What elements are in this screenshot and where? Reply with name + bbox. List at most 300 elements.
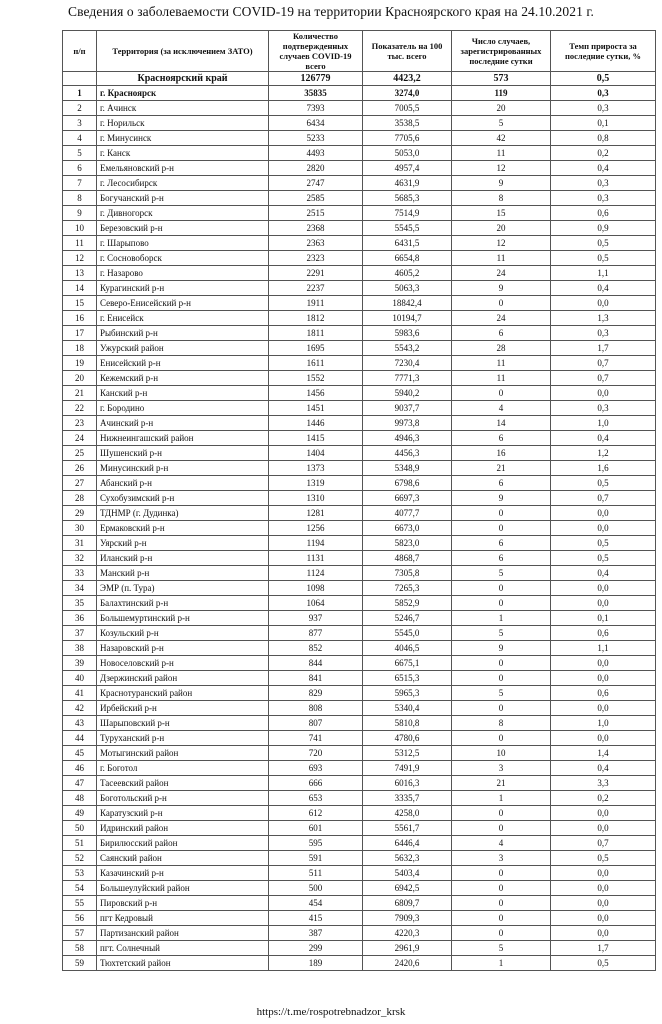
page-title: Сведения о заболеваемости COVID-19 на территории Красноярского края на 24.10.2021 г.	[67, 4, 595, 19]
table-row	[63, 626, 656, 641]
cases-total: 852	[269, 641, 363, 656]
cases-total: 653	[269, 791, 363, 806]
growth-rate: 0,0	[551, 866, 656, 881]
daily-cases: 0	[452, 506, 551, 521]
cases-total: 2515	[269, 206, 363, 221]
rate-per-100k: 6446,4	[363, 836, 452, 851]
daily-cases: 9	[452, 281, 551, 296]
territory-name: г. Красноярск	[97, 86, 269, 101]
row-number: 12	[63, 251, 97, 266]
daily-cases: 5	[452, 116, 551, 131]
row-number: 48	[63, 791, 97, 806]
row-number: 53	[63, 866, 97, 881]
header-growth: Темп прироста за последние сутки, %	[551, 31, 656, 72]
table-row	[63, 671, 656, 686]
cases-total: 877	[269, 626, 363, 641]
cases-total: 6434	[269, 116, 363, 131]
rate-per-100k: 6431,5	[363, 236, 452, 251]
territory-name: Большеулуйский район	[97, 881, 269, 896]
growth-rate: 0,7	[551, 356, 656, 371]
table-row	[63, 581, 656, 596]
rate-per-100k: 6798,6	[363, 476, 452, 491]
summary-row	[63, 72, 656, 86]
territory-name: Тасеевский район	[97, 776, 269, 791]
daily-cases: 5	[452, 941, 551, 956]
row-number: 19	[63, 356, 97, 371]
row-number: 25	[63, 446, 97, 461]
growth-rate: 1,1	[551, 641, 656, 656]
cases-total: 937	[269, 611, 363, 626]
rate-per-100k: 6016,3	[363, 776, 452, 791]
territory-name: Минусинский р-н	[97, 461, 269, 476]
cases-total: 1451	[269, 401, 363, 416]
daily-cases: 0	[452, 386, 551, 401]
daily-cases: 21	[452, 461, 551, 476]
cases-total: 1194	[269, 536, 363, 551]
growth-rate: 0,8	[551, 131, 656, 146]
rate-per-100k: 5810,8	[363, 716, 452, 731]
daily-cases: 0	[452, 596, 551, 611]
territory-name: Тюхтетский район	[97, 956, 269, 971]
territory-name: Кежемский р-н	[97, 371, 269, 386]
rate-per-100k: 7705,6	[363, 131, 452, 146]
cases-total: 2237	[269, 281, 363, 296]
territory-name: Ужурский район	[97, 341, 269, 356]
cases-total: 2363	[269, 236, 363, 251]
growth-rate: 0,4	[551, 761, 656, 776]
row-number: 22	[63, 401, 97, 416]
daily-cases: 0	[452, 881, 551, 896]
row-number: 37	[63, 626, 97, 641]
rate-per-100k: 5983,6	[363, 326, 452, 341]
table-row	[63, 101, 656, 116]
growth-rate: 0,4	[551, 281, 656, 296]
table-row	[63, 866, 656, 881]
rate-per-100k: 5063,3	[363, 281, 452, 296]
table-row	[63, 431, 656, 446]
rate-per-100k: 5965,3	[363, 686, 452, 701]
row-number: 20	[63, 371, 97, 386]
cases-total: 741	[269, 731, 363, 746]
row-number: 9	[63, 206, 97, 221]
daily-cases: 1	[452, 791, 551, 806]
growth-rate: 0,5	[551, 251, 656, 266]
cases-total: 454	[269, 896, 363, 911]
territory-name: г. Ачинск	[97, 101, 269, 116]
cases-total: 1373	[269, 461, 363, 476]
cases-total: 1812	[269, 311, 363, 326]
daily-cases: 0	[452, 866, 551, 881]
territory-name: г. Сосновоборск	[97, 251, 269, 266]
growth-rate: 0,4	[551, 431, 656, 446]
rate-per-100k: 10194,7	[363, 311, 452, 326]
daily-cases: 4	[452, 836, 551, 851]
territory-name: Боготольский р-н	[97, 791, 269, 806]
territory-name: Северо-Енисейский р-н	[97, 296, 269, 311]
growth-rate: 0,0	[551, 386, 656, 401]
covid-stats-table	[62, 30, 656, 971]
rate-per-100k: 5403,4	[363, 866, 452, 881]
growth-rate: 0,6	[551, 686, 656, 701]
growth-rate: 1,6	[551, 461, 656, 476]
rate-per-100k: 3274,0	[363, 86, 452, 101]
growth-rate: 1,0	[551, 416, 656, 431]
territory-name: Абанский р-н	[97, 476, 269, 491]
row-number: 14	[63, 281, 97, 296]
cases-total: 1310	[269, 491, 363, 506]
row-number: 28	[63, 491, 97, 506]
territory-name: Рыбинский р-н	[97, 326, 269, 341]
cases-total: 189	[269, 956, 363, 971]
daily-cases: 0	[452, 581, 551, 596]
summary-cases: 126779	[269, 72, 363, 86]
daily-cases: 0	[452, 701, 551, 716]
rate-per-100k: 4258,0	[363, 806, 452, 821]
rate-per-100k: 5823,0	[363, 536, 452, 551]
row-number: 54	[63, 881, 97, 896]
table-row	[63, 881, 656, 896]
growth-rate: 0,5	[551, 851, 656, 866]
row-number: 5	[63, 146, 97, 161]
row-number: 21	[63, 386, 97, 401]
rate-per-100k: 5545,5	[363, 221, 452, 236]
territory-name: Краснотуранский район	[97, 686, 269, 701]
rate-per-100k: 7005,5	[363, 101, 452, 116]
table-row	[63, 836, 656, 851]
table-row	[63, 506, 656, 521]
territory-name: г. Бородино	[97, 401, 269, 416]
cases-total: 500	[269, 881, 363, 896]
table-row	[63, 956, 656, 971]
row-number: 8	[63, 191, 97, 206]
cases-total: 1415	[269, 431, 363, 446]
cases-total: 1124	[269, 566, 363, 581]
territory-name: Емельяновский р-н	[97, 161, 269, 176]
table-row	[63, 611, 656, 626]
row-number: 41	[63, 686, 97, 701]
territory-name: Богучанский р-н	[97, 191, 269, 206]
daily-cases: 20	[452, 221, 551, 236]
territory-name: ТДНМР (г. Дудинка)	[97, 506, 269, 521]
growth-rate: 0,0	[551, 506, 656, 521]
daily-cases: 9	[452, 176, 551, 191]
table-row	[63, 176, 656, 191]
header-num: п/п	[63, 31, 97, 72]
territory-name: Березовский р-н	[97, 221, 269, 236]
growth-rate: 0,3	[551, 101, 656, 116]
rate-per-100k: 4957,4	[363, 161, 452, 176]
rate-per-100k: 7305,8	[363, 566, 452, 581]
growth-rate: 0,0	[551, 581, 656, 596]
territory-name: Ирбейский р-н	[97, 701, 269, 716]
rate-per-100k: 5545,0	[363, 626, 452, 641]
territory-name: Бирилюсский район	[97, 836, 269, 851]
cases-total: 2585	[269, 191, 363, 206]
growth-rate: 0,7	[551, 491, 656, 506]
table-row	[63, 146, 656, 161]
row-number: 42	[63, 701, 97, 716]
row-number: 51	[63, 836, 97, 851]
rate-per-100k: 5561,7	[363, 821, 452, 836]
growth-rate: 1,0	[551, 716, 656, 731]
table-row	[63, 806, 656, 821]
daily-cases: 6	[452, 431, 551, 446]
territory-name: г. Канск	[97, 146, 269, 161]
daily-cases: 11	[452, 251, 551, 266]
row-number: 45	[63, 746, 97, 761]
daily-cases: 16	[452, 446, 551, 461]
cases-total: 1811	[269, 326, 363, 341]
territory-name: ЭМР (п. Тура)	[97, 581, 269, 596]
cases-total: 5233	[269, 131, 363, 146]
cases-total: 1456	[269, 386, 363, 401]
row-number: 6	[63, 161, 97, 176]
daily-cases: 42	[452, 131, 551, 146]
daily-cases: 0	[452, 926, 551, 941]
daily-cases: 11	[452, 371, 551, 386]
daily-cases: 1	[452, 611, 551, 626]
row-number: 38	[63, 641, 97, 656]
growth-rate: 0,0	[551, 821, 656, 836]
territory-name: Козульский р-н	[97, 626, 269, 641]
rate-per-100k: 5312,5	[363, 746, 452, 761]
cases-total: 35835	[269, 86, 363, 101]
territory-name: Мотыгинский район	[97, 746, 269, 761]
cases-total: 2368	[269, 221, 363, 236]
growth-rate: 1,2	[551, 446, 656, 461]
row-number: 52	[63, 851, 97, 866]
rate-per-100k: 5340,4	[363, 701, 452, 716]
territory-name: Енисейский р-н	[97, 356, 269, 371]
row-number: 50	[63, 821, 97, 836]
row-number: 7	[63, 176, 97, 191]
table-row	[63, 761, 656, 776]
territory-name: Иланский р-н	[97, 551, 269, 566]
territory-name: пгт. Солнечный	[97, 941, 269, 956]
rate-per-100k: 4046,5	[363, 641, 452, 656]
cases-total: 601	[269, 821, 363, 836]
row-number: 29	[63, 506, 97, 521]
territory-name: Назаровский р-н	[97, 641, 269, 656]
daily-cases: 6	[452, 536, 551, 551]
growth-rate: 1,4	[551, 746, 656, 761]
cases-total: 1552	[269, 371, 363, 386]
cases-total: 1319	[269, 476, 363, 491]
growth-rate: 0,9	[551, 221, 656, 236]
table-row	[63, 341, 656, 356]
row-number: 24	[63, 431, 97, 446]
growth-rate: 0,4	[551, 566, 656, 581]
daily-cases: 0	[452, 911, 551, 926]
rate-per-100k: 9973,8	[363, 416, 452, 431]
cases-total: 1098	[269, 581, 363, 596]
territory-name: Партизанский район	[97, 926, 269, 941]
territory-name: Идринский район	[97, 821, 269, 836]
cases-total: 1256	[269, 521, 363, 536]
growth-rate: 0,5	[551, 551, 656, 566]
row-number: 46	[63, 761, 97, 776]
growth-rate: 0,3	[551, 191, 656, 206]
growth-rate: 0,5	[551, 956, 656, 971]
table-row	[63, 161, 656, 176]
rate-per-100k: 5246,7	[363, 611, 452, 626]
territory-name: Казачинский р-н	[97, 866, 269, 881]
growth-rate: 0,1	[551, 611, 656, 626]
row-number: 43	[63, 716, 97, 731]
row-number: 57	[63, 926, 97, 941]
row-number: 47	[63, 776, 97, 791]
row-number: 44	[63, 731, 97, 746]
cases-total: 2323	[269, 251, 363, 266]
row-number: 3	[63, 116, 97, 131]
territory-name: пгт Кедровый	[97, 911, 269, 926]
cases-total: 4493	[269, 146, 363, 161]
daily-cases: 0	[452, 806, 551, 821]
summary-name: Красноярский край	[97, 72, 269, 86]
rate-per-100k: 6675,1	[363, 656, 452, 671]
rate-per-100k: 9037,7	[363, 401, 452, 416]
rate-per-100k: 6697,3	[363, 491, 452, 506]
cases-total: 666	[269, 776, 363, 791]
rate-per-100k: 4868,7	[363, 551, 452, 566]
daily-cases: 5	[452, 566, 551, 581]
daily-cases: 15	[452, 206, 551, 221]
table-row	[63, 281, 656, 296]
rate-per-100k: 5940,2	[363, 386, 452, 401]
cases-total: 511	[269, 866, 363, 881]
row-number: 40	[63, 671, 97, 686]
table-row	[63, 521, 656, 536]
table-row	[63, 656, 656, 671]
rate-per-100k: 7491,9	[363, 761, 452, 776]
growth-rate: 0,2	[551, 791, 656, 806]
territory-name: Шушенский р-н	[97, 446, 269, 461]
growth-rate: 0,5	[551, 236, 656, 251]
row-number: 32	[63, 551, 97, 566]
rate-per-100k: 4946,3	[363, 431, 452, 446]
table-row	[63, 641, 656, 656]
rate-per-100k: 2961,9	[363, 941, 452, 956]
growth-rate: 1,7	[551, 341, 656, 356]
daily-cases: 11	[452, 146, 551, 161]
growth-rate: 0,6	[551, 206, 656, 221]
growth-rate: 0,3	[551, 86, 656, 101]
territory-name: Ачинский р-н	[97, 416, 269, 431]
cases-total: 1911	[269, 296, 363, 311]
cases-total: 7393	[269, 101, 363, 116]
daily-cases: 9	[452, 641, 551, 656]
territory-name: Шарыповский р-н	[97, 716, 269, 731]
row-number: 10	[63, 221, 97, 236]
cases-total: 2820	[269, 161, 363, 176]
daily-cases: 0	[452, 296, 551, 311]
rate-per-100k: 6942,5	[363, 881, 452, 896]
table-row	[63, 116, 656, 131]
table-row	[63, 776, 656, 791]
growth-rate: 0,3	[551, 401, 656, 416]
rate-per-100k: 4456,3	[363, 446, 452, 461]
table-row	[63, 86, 656, 101]
cases-total: 844	[269, 656, 363, 671]
growth-rate: 3,3	[551, 776, 656, 791]
row-number: 55	[63, 896, 97, 911]
growth-rate: 0,0	[551, 521, 656, 536]
table-row	[63, 356, 656, 371]
daily-cases: 3	[452, 851, 551, 866]
territory-name: Туруханский р-н	[97, 731, 269, 746]
territory-name: Сухобузимский р-н	[97, 491, 269, 506]
summary-daily: 573	[452, 72, 551, 86]
row-number: 49	[63, 806, 97, 821]
territory-name: г. Енисейск	[97, 311, 269, 326]
rate-per-100k: 6515,3	[363, 671, 452, 686]
growth-rate: 0,7	[551, 371, 656, 386]
growth-rate: 0,4	[551, 161, 656, 176]
table-row	[63, 446, 656, 461]
daily-cases: 24	[452, 266, 551, 281]
cases-total: 299	[269, 941, 363, 956]
table-row	[63, 131, 656, 146]
table-row	[63, 731, 656, 746]
row-number: 17	[63, 326, 97, 341]
row-number: 23	[63, 416, 97, 431]
rate-per-100k: 3538,5	[363, 116, 452, 131]
rate-per-100k: 4077,7	[363, 506, 452, 521]
growth-rate: 0,6	[551, 626, 656, 641]
rate-per-100k: 5632,3	[363, 851, 452, 866]
cases-total: 1446	[269, 416, 363, 431]
rate-per-100k: 5348,9	[363, 461, 452, 476]
rate-per-100k: 7909,3	[363, 911, 452, 926]
growth-rate: 0,3	[551, 326, 656, 341]
table-row	[63, 701, 656, 716]
rate-per-100k: 7514,9	[363, 206, 452, 221]
table-row	[63, 311, 656, 326]
cases-total: 841	[269, 671, 363, 686]
cases-total: 693	[269, 761, 363, 776]
rate-per-100k: 6809,7	[363, 896, 452, 911]
rate-per-100k: 2420,6	[363, 956, 452, 971]
row-number: 34	[63, 581, 97, 596]
table-row	[63, 251, 656, 266]
daily-cases: 119	[452, 86, 551, 101]
rate-per-100k: 5053,0	[363, 146, 452, 161]
row-number: 1	[63, 86, 97, 101]
cases-total: 612	[269, 806, 363, 821]
daily-cases: 24	[452, 311, 551, 326]
footer-link[interactable]: https://t.me/rospotrebnadzor_krsk	[256, 1006, 406, 1018]
table-row	[63, 926, 656, 941]
daily-cases: 20	[452, 101, 551, 116]
daily-cases: 10	[452, 746, 551, 761]
growth-rate: 0,0	[551, 731, 656, 746]
table-row	[63, 266, 656, 281]
growth-rate: 0,5	[551, 476, 656, 491]
territory-name: Пировский р-н	[97, 896, 269, 911]
table-row	[63, 491, 656, 506]
table-row	[63, 221, 656, 236]
row-number: 15	[63, 296, 97, 311]
territory-name: г. Лесосибирск	[97, 176, 269, 191]
cases-total: 1131	[269, 551, 363, 566]
territory-name: Балахтинский р-н	[97, 596, 269, 611]
table-row	[63, 941, 656, 956]
rate-per-100k: 3335,7	[363, 791, 452, 806]
table-header	[63, 31, 656, 72]
territory-name: Нижнеингашский район	[97, 431, 269, 446]
daily-cases: 8	[452, 191, 551, 206]
rate-per-100k: 6673,0	[363, 521, 452, 536]
